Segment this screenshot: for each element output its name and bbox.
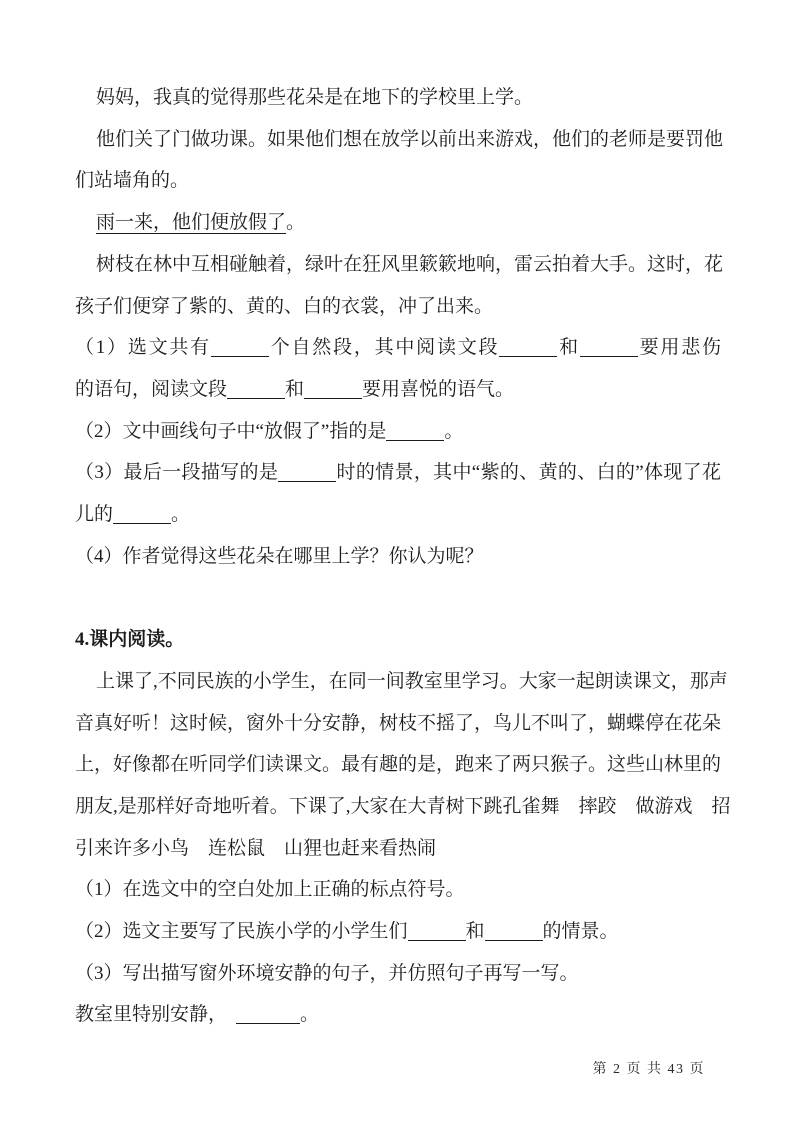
passage-line: 上，好像都在听同学们读课文。最有趣的是，跑来了两只猴子。这些山林里的: [75, 754, 722, 776]
answer-blank: [304, 398, 362, 399]
page-footer: 第 2 页 共 43 页: [592, 1062, 705, 1077]
question-line: [75, 369, 721, 411]
question-line: [75, 452, 721, 494]
answer-text: 教室里特别安静，: [75, 1004, 228, 1026]
question-text: 儿的: [75, 504, 114, 526]
passage-line: 朋友,是那样好奇地听着。下课了,大家在大青树下跳孔雀舞 摔跤 做游戏 招: [75, 795, 731, 817]
answer-blank: [485, 940, 543, 941]
question-text: 。: [171, 504, 191, 526]
question-line: （3）写出描写窗外环境安静的句子，并仿照句子再写一写。: [75, 962, 579, 984]
question-text: （3）最后一段描写的是: [75, 462, 279, 484]
question-text: 。: [444, 420, 464, 442]
answer-text: 。: [300, 1004, 320, 1026]
answer-blank: [580, 356, 638, 357]
passage-line: 音真好听！这时候，窗外十分安静，树枝不摇了，鸟儿不叫了，蝴蝶停在花朵: [75, 712, 722, 734]
section-gap: [75, 577, 721, 619]
question-text: 要用悲伤: [637, 337, 721, 359]
underlined-sentence: 雨一来，他们便放假了: [96, 212, 287, 234]
sentence-period: 。: [286, 212, 306, 234]
question-line: （4）作者觉得这些花朵在哪里上学？你认为呢？: [75, 545, 484, 567]
answer-blank: [211, 356, 269, 357]
question-line: [75, 494, 721, 536]
answer-blank: [227, 398, 285, 399]
question-text: 的情景。: [542, 921, 619, 943]
passage-line: 树枝在林中互相碰触着，绿叶在狂风里簌簌地响，雷云拍着大手。这时，花: [96, 253, 724, 275]
answer-blank: [278, 481, 336, 482]
section-heading: 4.课内阅读。: [75, 629, 185, 651]
question-text: 要用喜悦的语气。: [362, 378, 515, 400]
question-line: [75, 911, 721, 953]
passage-line: 孩子们便穿了紫的、黄的、白的衣裳，冲了出来。: [75, 295, 494, 317]
question-text: 和: [557, 337, 580, 359]
answer-blank: [499, 356, 557, 357]
question-text: 的语句，阅读文段: [75, 378, 228, 400]
passage-line: 他们关了门做功课。如果他们想在放学以前出来游戏，他们的老师是要罚他: [96, 128, 724, 150]
passage-line-underlined: [75, 202, 721, 244]
question-text: 和: [285, 378, 305, 400]
question-text: 时的情景，其中“紫的、黄的、白的”体现了花: [336, 462, 721, 484]
passage-line: 引来许多小鸟 连松鼠 山狸也赶来看热闹: [75, 837, 437, 859]
question-text: （1）选文共有: [75, 337, 211, 359]
question-text: 和: [465, 921, 485, 943]
answer-blank: [408, 940, 466, 941]
answer-blank: [386, 440, 444, 441]
answer-blank: [236, 1023, 300, 1024]
passage-line: 妈妈，我真的觉得那些花朵是在地下的学校里上学。: [96, 87, 534, 108]
passage-line: 上课了,不同民族的小学生，在同一间教室里学习。大家一起朗读课文，那声: [96, 670, 728, 692]
question-line: （1）在选文中的空白处加上正确的标点符号。: [75, 879, 465, 901]
answer-blank: [113, 523, 171, 524]
page-content: [75, 77, 731, 1036]
answer-line: [75, 994, 721, 1036]
question-line: [75, 411, 721, 453]
question-text: 个自然段，其中阅读文段: [268, 337, 500, 359]
question-text: （2）文中画线句子中“放假了”指的是: [75, 420, 387, 442]
passage-line: 们站墙角的。: [75, 170, 190, 192]
question-text: （2）选文主要写了民族小学的小学生们: [75, 921, 408, 943]
question-line: [75, 327, 721, 369]
